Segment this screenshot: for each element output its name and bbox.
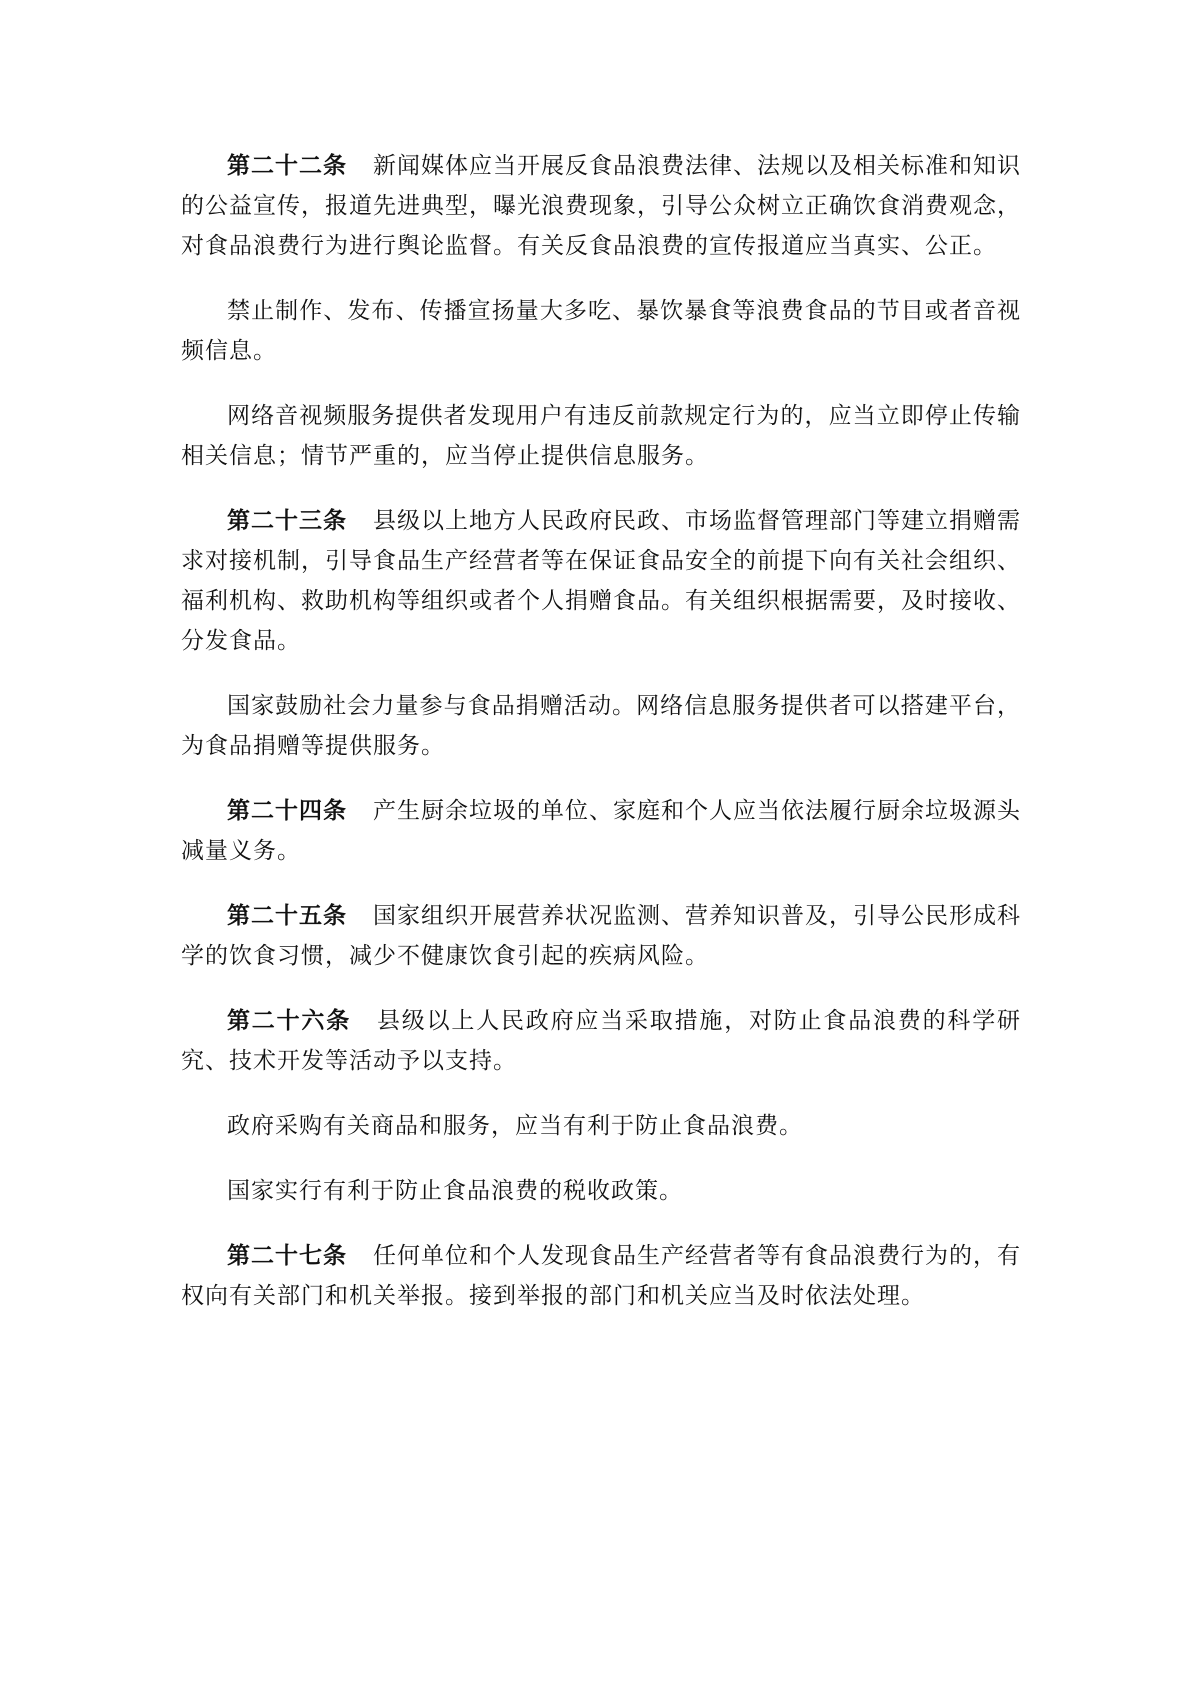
article-22-clause-3 [181,396,1021,476]
document-page [181,146,1021,1341]
paragraph-text: 政府采购有关商品和服务，应当有利于防止食品浪费。 [227,1113,803,1139]
paragraph-text: 产生厨余垃圾的单位、家庭和个人应当依法履行厨余垃圾源头减量义务。 [181,798,1021,864]
article-24-paragraph [181,791,1021,871]
article-number: 第二十二条 [227,153,347,179]
article-27-paragraph [181,1236,1021,1316]
article-23-paragraph [181,501,1021,661]
article-26-paragraph [181,1001,1021,1081]
paragraph-text: 县级以上地方人民政府民政、市场监督管理部门等建立捐赠需求对接机制，引导食品生产经营者等在保证食品安全的前提下向有关社会组织、福利机构、救助机构等组织或者个人捐赠食品。有关组织根据需要，及时接收、分发食品。 [181,508,1021,654]
article-25-paragraph [181,896,1021,976]
paragraph-text: 新闻媒体应当开展反食品浪费法律、法规以及相关标准和知识的公益宣传，报道先进典型，曝光浪费现象，引导公众树立正确饮食消费观念，对食品浪费行为进行舆论监督。有关反食品浪费的宣传报道应当真实、公正。 [181,153,1021,259]
article-number: 第二十五条 [227,903,347,929]
article-22-clause-2 [181,291,1021,371]
paragraph-text: 县级以上人民政府应当采取措施，对防止食品浪费的科学研究、技术开发等活动予以支持。 [181,1008,1022,1074]
paragraph-text: 任何单位和个人发现食品生产经营者等有食品浪费行为的，有权向有关部门和机关举报。接到举报的部门和机关应当及时依法处理。 [181,1243,1021,1309]
paragraph-text: 国家鼓励社会力量参与食品捐赠活动。网络信息服务提供者可以搭建平台，为食品捐赠等提供服务。 [181,693,1021,759]
article-26-clause-3 [181,1171,1021,1211]
paragraph-text: 国家组织开展营养状况监测、营养知识普及，引导公民形成科学的饮食习惯，减少不健康饮食引起的疾病风险。 [181,903,1021,969]
article-number: 第二十七条 [227,1243,347,1269]
article-number: 第二十三条 [227,508,347,534]
article-22-paragraph [181,146,1021,266]
article-23-clause-2 [181,686,1021,766]
article-26-clause-2 [181,1106,1021,1146]
article-number: 第二十四条 [227,798,347,824]
paragraph-text: 国家实行有利于防止食品浪费的税收政策。 [227,1178,683,1204]
article-number: 第二十六条 [227,1008,351,1034]
paragraph-text: 禁止制作、发布、传播宣扬量大多吃、暴饮暴食等浪费食品的节目或者音视频信息。 [181,298,1021,364]
paragraph-text: 网络音视频服务提供者发现用户有违反前款规定行为的，应当立即停止传输相关信息；情节严重的，应当停止提供信息服务。 [181,403,1021,469]
